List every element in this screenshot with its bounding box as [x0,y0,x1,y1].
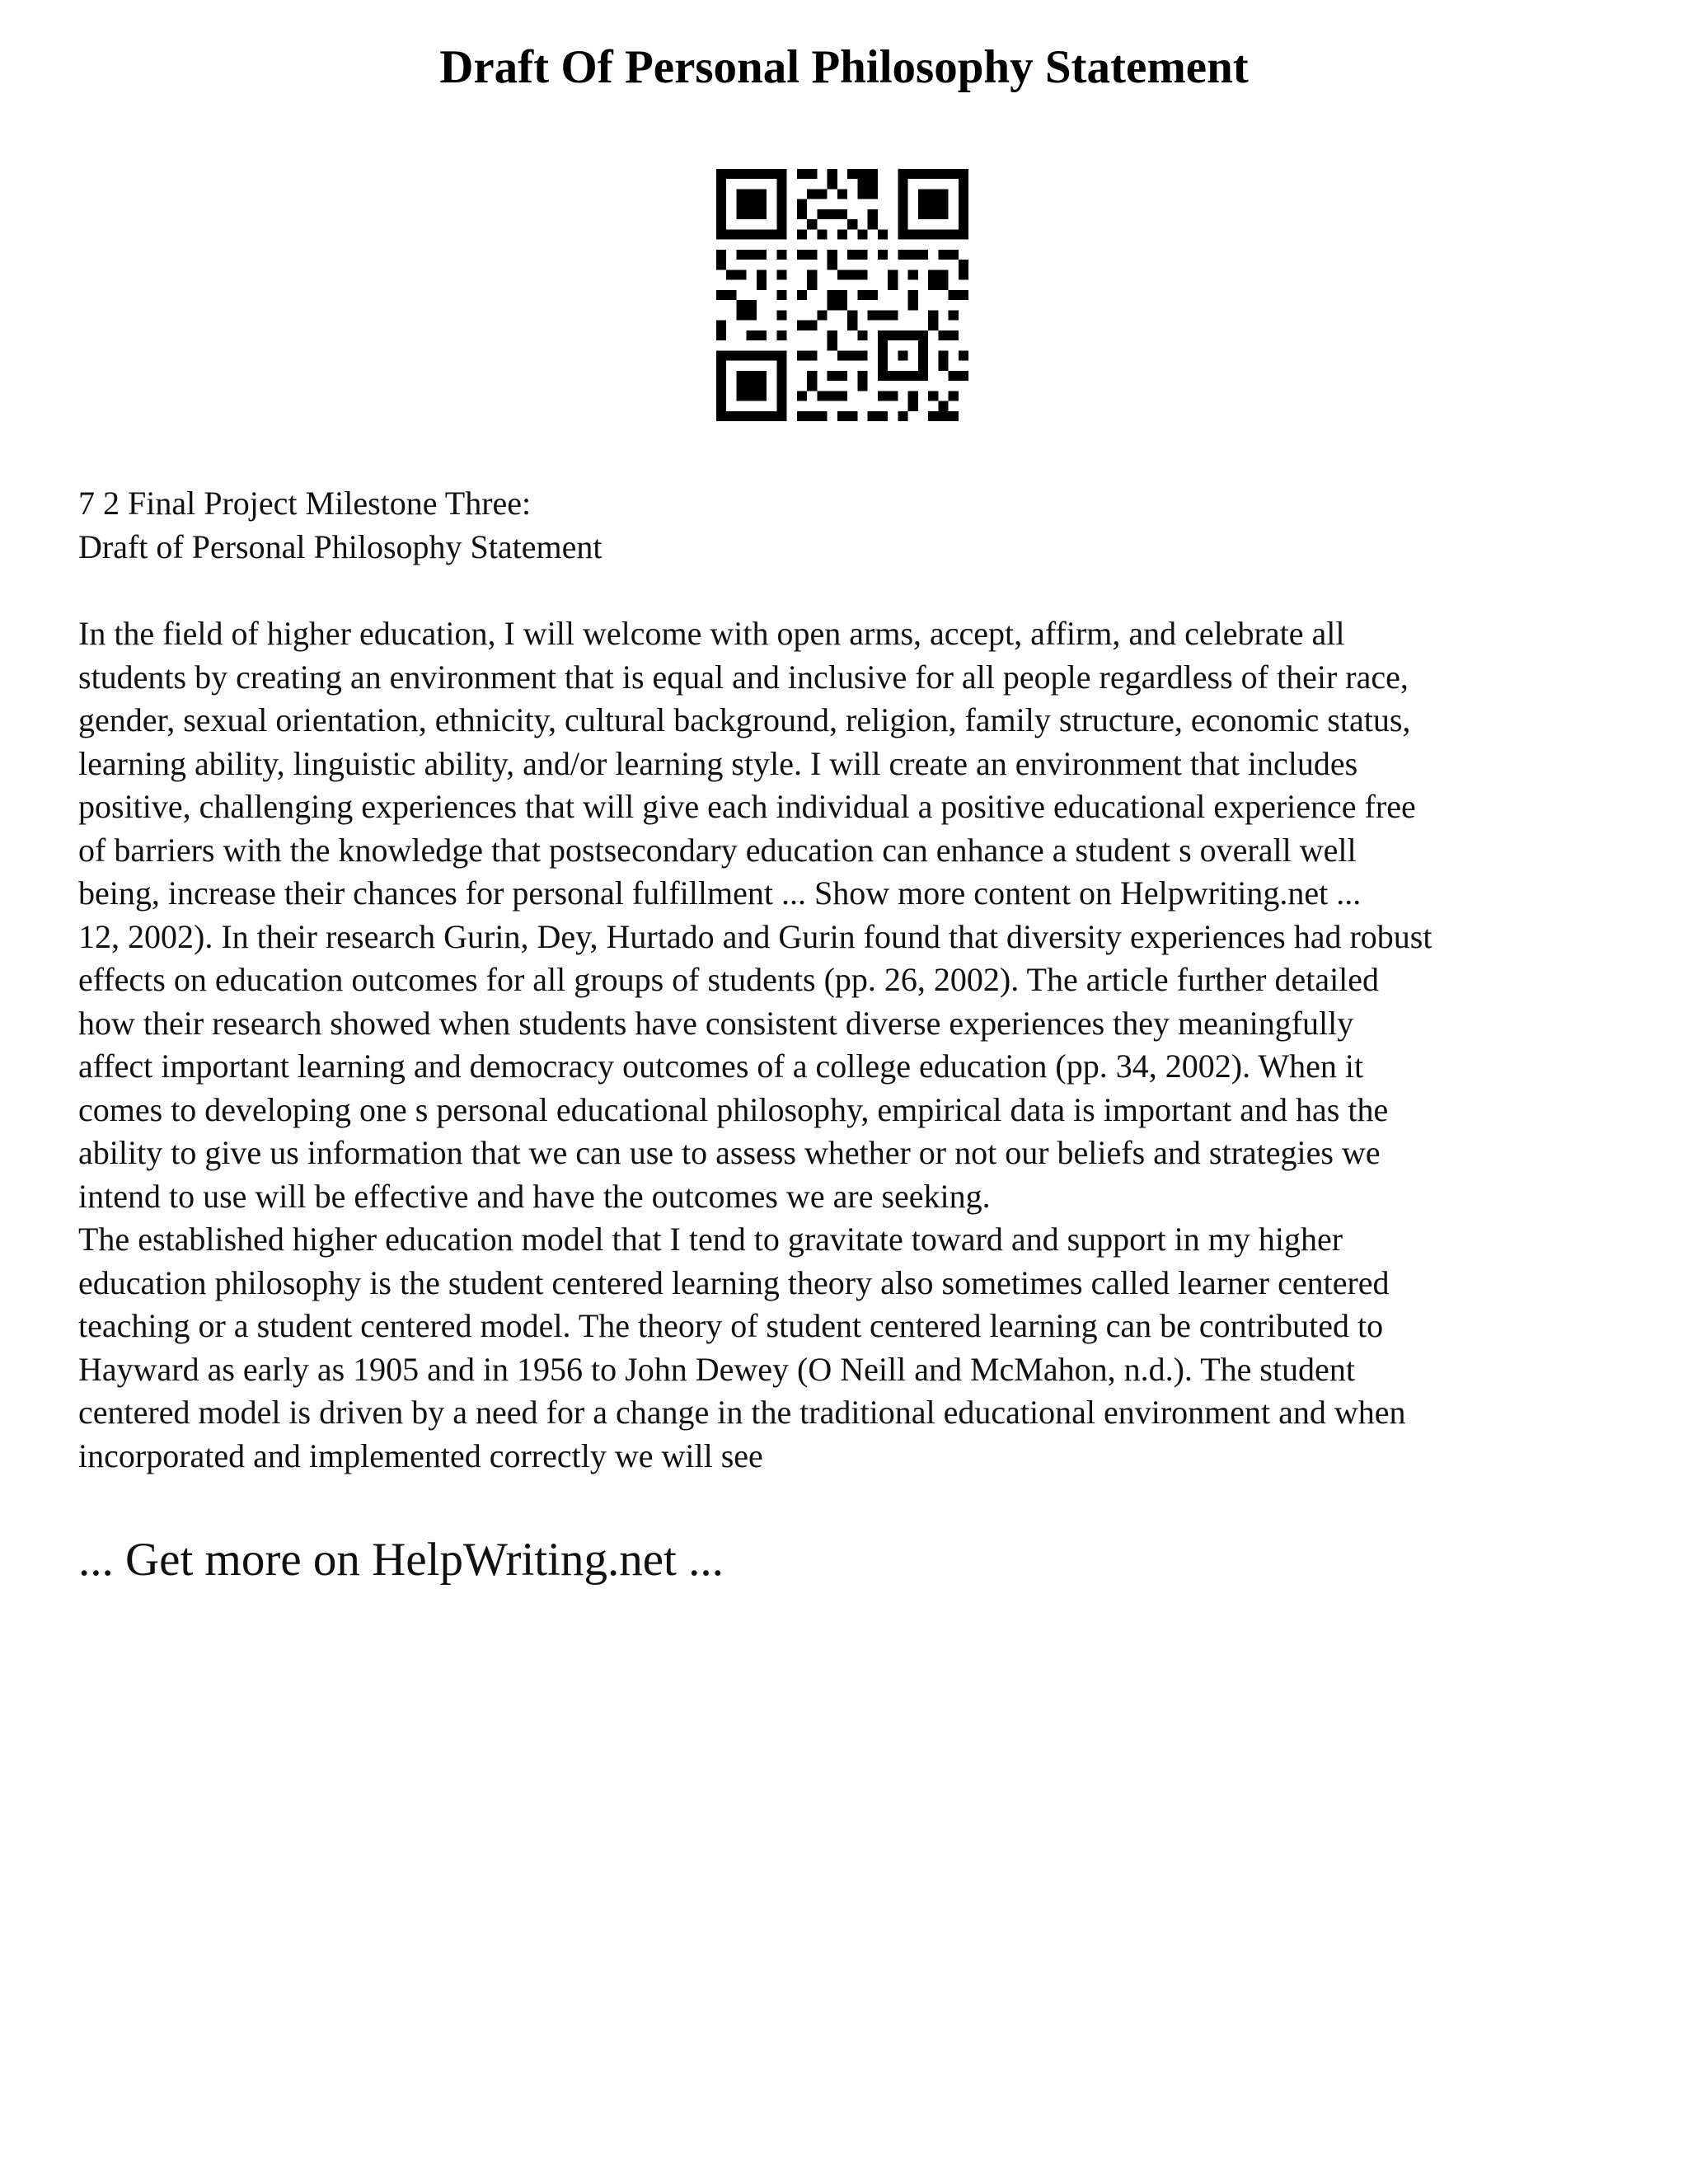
subtitle-line: Draft of Personal Philosophy Statement [78,528,603,565]
paragraph-line: positive, challenging experiences that will give each individual a positive educational experience free [78,788,1416,825]
paragraph-1 [78,612,1628,1218]
paragraph-line: incorporated and implemented correctly we will see [78,1436,763,1474]
paragraph-line: comes to developing one s personal educational philosophy, empirical data is important and has the [78,1090,1389,1128]
paragraph-line: ability to give us information that we can use to assess whether or not our beliefs and strategies we [78,1134,1381,1171]
paragraph-line: teaching or a student centered model. The theory of student centered learning can be contributed to [78,1307,1384,1344]
paragraph-line: intend to use will be effective and have the outcomes we are seeking. [78,1177,991,1215]
paragraph-line: learning ability, linguistic ability, and/or learning style. I will create an environment that includes [78,744,1358,782]
get-more-link[interactable]: ... Get more on HelpWriting.net ... [78,1534,724,1586]
document-title: Draft Of Personal Philosophy Statement [439,41,1249,93]
paragraph-2 [78,1218,1628,1478]
paragraph-line: gender, sexual orientation, ethnicity, cultural background, religion, family structure, economic status, [78,701,1411,738]
paragraph-line: affect important learning and democracy outcomes of a college education (pp. 34, 2002). When it [78,1047,1364,1085]
paragraph-line: In the field of higher education, I will welcome with open arms, accept, affirm, and celebrate all [78,615,1345,652]
paragraph-line: education philosophy is the student centered learning theory also sometimes called learner centered [78,1263,1390,1301]
paragraph-line: of barriers with the knowledge that postsecondary education can enhance a student s overall well [78,831,1357,869]
paragraph-line: 12, 2002). In their research Gurin, Dey, Hurtado and Gurin found that diversity experiences had robust [78,917,1432,955]
qr-code-icon [716,169,968,421]
document-subtitle [78,481,1628,569]
paragraph-line: The established higher education model that I tend to gravitate toward and support in my higher [78,1221,1343,1258]
subtitle-line: 7 2 Final Project Milestone Three: [78,485,532,522]
paragraph-line: how their research showed when students have consistent diverse experiences they meaningfully [78,1004,1354,1042]
document-body [78,612,1628,1478]
qr-code [716,169,968,421]
paragraph-line: effects on education outcomes for all groups of students (pp. 26, 2002). The article further detailed [78,961,1380,998]
paragraph-line: being, increase their chances for personal fulfillment ... Show more content on Helpwriting.net ... [78,874,1362,912]
paragraph-line: Hayward as early as 1905 and in 1956 to John Dewey (O Neill and McMahon, n.d.). The student [78,1350,1355,1388]
paragraph-line: students by creating an environment that is equal and inclusive for all people regardless of their race, [78,658,1409,696]
paragraph-line: centered model is driven by a need for a change in the traditional educational environment and when [78,1394,1406,1431]
